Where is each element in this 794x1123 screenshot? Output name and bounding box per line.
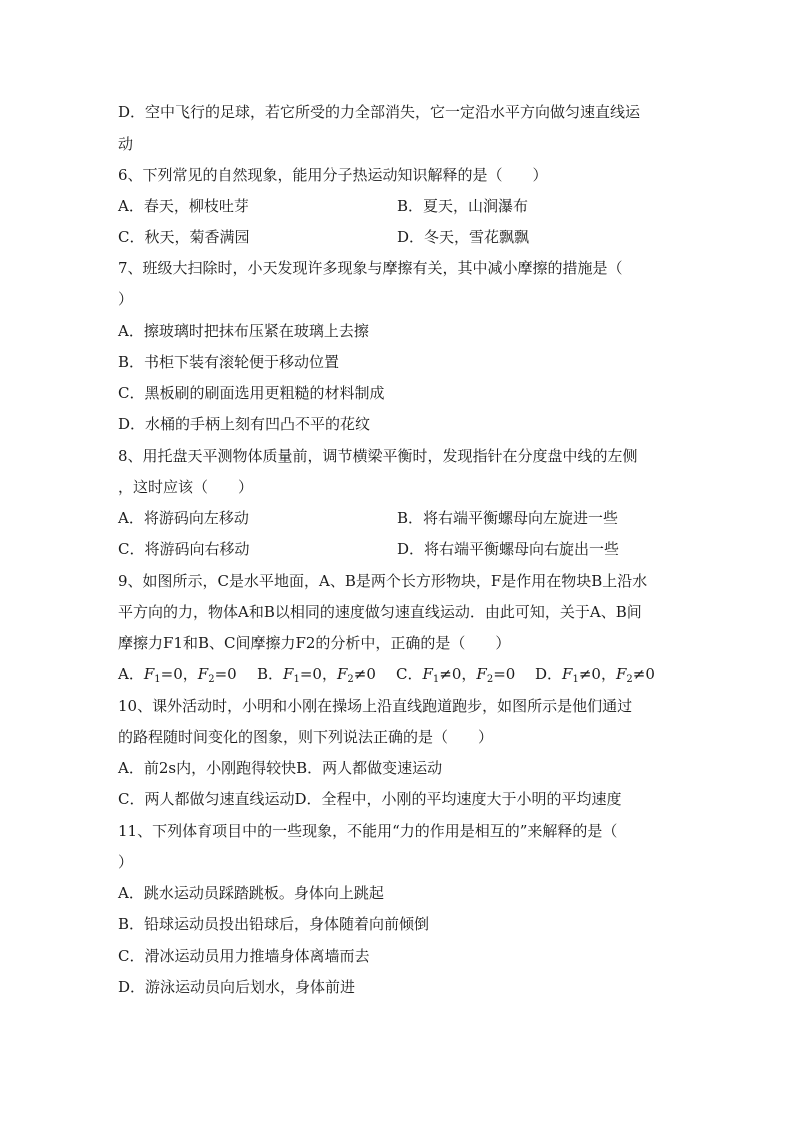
q5-option-d-line1: D．空中飞行的足球，若它所受的力全部消失，它一定沿水平方向做匀速直线运 xyxy=(118,103,641,121)
q8-options-row1 xyxy=(118,508,619,528)
q8-option-a: A．将游码向左移动 xyxy=(118,509,249,527)
q11-option-b: B．铅球运动员投出铅球后，身体随着向前倾倒 xyxy=(118,915,430,933)
q8-stem-line1: 8、用托盘天平测物体质量前，调节横梁平衡时，发现指针在分度盘中线的左侧 xyxy=(118,447,638,465)
q8-option-c: C．将游码向右移动 xyxy=(118,540,250,558)
q10-stem-line2: 的路程随时间变化的图象，则下列说法正确的是（ ） xyxy=(118,728,494,746)
q8-option-b: B．将右端平衡螺母向左旋进一些 xyxy=(397,509,619,527)
q9-option-a: A．$F_1=0$，$F_2=0$ xyxy=(118,665,237,685)
q9-option-b: B．$F_1=0$，$F_2\ne 0$ xyxy=(257,665,376,685)
q10-options-ab: A．前2s内，小刚跑得较快B．两人都做变速运动 xyxy=(118,759,443,777)
q6-option-d: D．冬天，雪花飘飘 xyxy=(397,228,530,246)
q11-stem-line1: 11、下列体育项目中的一些现象，不能用“力的作用是相互的”来解释的是（ xyxy=(118,822,618,840)
q8-option-d: D．将右端平衡螺母向右旋出一些 xyxy=(397,540,620,558)
q11-stem-line2: ） xyxy=(118,853,134,871)
q6-stem: 6、下列常见的自然现象，能用分子热运动知识解释的是（ ） xyxy=(118,166,548,184)
q7-option-a: A．擦玻璃时把抹布压紧在玻璃上去擦 xyxy=(118,322,369,340)
q9-stem-line1: 9、如图所示，C是水平地面，A、B是两个长方形物块，F是作用在物块B上沿水 xyxy=(118,572,648,590)
q6-option-a: A．春天，柳枝吐芽 xyxy=(118,197,249,215)
q5-option-d-line2: 动 xyxy=(118,135,134,153)
q7-stem-line2: ） xyxy=(118,290,134,308)
q11-option-a: A．跳水运动员踩踏跳板。身体向上跳起 xyxy=(118,884,384,902)
q6-options-row1 xyxy=(118,196,529,216)
q7-stem-line1: 7、班级大扫除时，小天发现许多现象与摩擦有关，其中减小摩擦的措施是（ xyxy=(118,259,623,277)
q11-option-d: D．游泳运动员向后划水，身体前进 xyxy=(118,978,356,996)
q9-stem-line2: 平方向的力，物体A和B以相同的速度做匀速直线运动．由此可知，关于A、B间 xyxy=(118,603,642,621)
q7-option-d: D．水桶的手柄上刻有凹凸不平的花纹 xyxy=(118,415,371,433)
q9-option-d: D．$F_1\ne 0$，$F_2\ne 0$ xyxy=(535,665,655,685)
q6-options-row2 xyxy=(118,227,530,247)
q8-options-row2 xyxy=(118,539,620,559)
q6-option-c: C．秋天，菊香满园 xyxy=(118,228,250,246)
q11-option-c: C．滑冰运动员用力推墙身体离墙而去 xyxy=(118,947,370,965)
q9-stem-line3: 摩擦力F1和B、C间摩擦力F2的分析中，正确的是（ ） xyxy=(118,634,511,652)
q9-option-c: C．$F_1\ne 0$，$F_2=0$ xyxy=(396,665,516,685)
q10-stem-line1: 10、课外活动时，小明和小刚在操场上沿直线跑道跑步，如图所示是他们通过 xyxy=(118,697,633,715)
q8-stem-line2: ，这时应该（ ） xyxy=(118,478,254,496)
q7-option-b: B．书柜下装有滚轮便于移动位置 xyxy=(118,353,340,371)
q6-option-b: B．夏天，山涧瀑布 xyxy=(397,197,529,215)
q7-option-c: C．黑板刷的刷面选用更粗糙的材料制成 xyxy=(118,384,385,402)
q10-options-cd: C．两人都做匀速直线运动D．全程中，小刚的平均速度大于小明的平均速度 xyxy=(118,790,622,808)
